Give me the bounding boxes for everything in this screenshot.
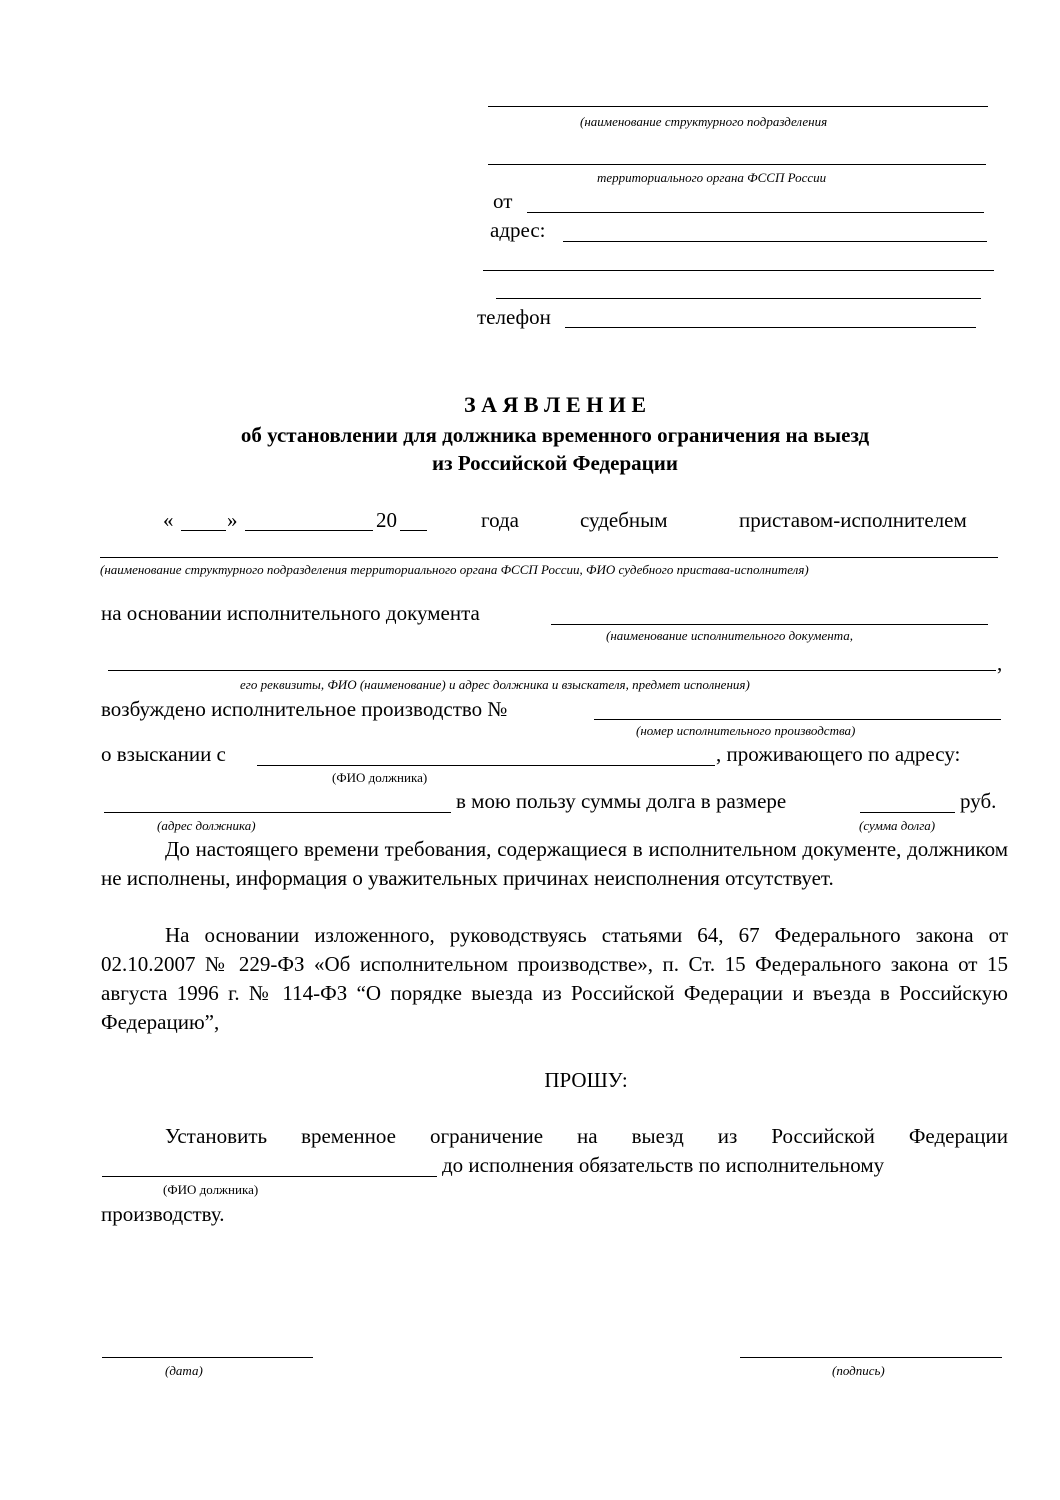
request-word: ПРОШУ: [544,1068,628,1092]
from-label: от [493,189,513,213]
caption-proceeding-number: (номер исполнительного производства) [636,723,856,738]
caption-bailiff: (наименование структурного подразделения территориального органа ФССП России, ФИО судебного пристава-исполнителя) [100,562,809,577]
date-field[interactable] [102,1357,313,1358]
territorial-line[interactable] [488,164,986,165]
caption-date: (дата) [165,1363,203,1378]
caption-debtor-name: (ФИО должника) [332,770,428,785]
division-line[interactable] [488,106,988,107]
residing-text: , проживающего по адресу: [716,742,961,766]
request-line3: производству. [101,1202,225,1226]
request-debtor-field[interactable] [102,1176,437,1177]
basis-text: на основании исполнительного документа [101,601,480,625]
date-day-field[interactable] [181,530,226,531]
currency-label: руб. [960,789,997,813]
caption-details: его реквизиты, ФИО (наименование) и адрес должника и взыскателя, предмет исполнения) [240,677,750,692]
details-comma: , [997,651,1003,675]
bailiff-word: приставом-исполнителем [739,508,967,532]
debt-amount-field[interactable] [860,812,955,813]
address-field[interactable] [563,241,987,242]
document-title: З А Я В Л Е Н И Е [463,392,647,417]
debtor-name-field[interactable] [257,765,715,766]
from-field[interactable] [527,212,984,213]
phone-field[interactable] [565,327,976,328]
recovery-text: о взыскании с [101,742,226,766]
paragraph-not-executed [101,835,1008,893]
paragraph-not-executed-text: До настоящего времени требования, содержащиеся в исполнительном документе, должником не исполнены, информация о уважительных причинах неисполнения отсутствует. [101,837,1008,890]
caption-territorial: территориального органа ФССП России [597,170,827,185]
caption-debtor-address: (адрес должника) [157,818,256,833]
by-word: судебным [580,508,668,532]
document-subtitle-line2: из Российской Федерации [432,451,678,475]
caption-debt-amount: (сумма долга) [859,818,936,833]
year-prefix: 20 [376,508,397,532]
caption-signature: (подпись) [832,1363,885,1378]
phone-label: телефон [477,305,551,329]
caption-division: (наименование структурного подразделения [580,114,828,129]
document-details-field[interactable] [108,670,996,671]
document-field[interactable] [551,624,988,625]
bailiff-field[interactable] [100,557,998,558]
favor-text: в мою пользу суммы долга в размере [456,789,787,813]
date-open-quote: « [163,508,174,532]
address-field-line2[interactable] [483,270,994,271]
year-word: года [481,508,519,532]
paragraph-legal-basis-text: На основании изложенного, руководствуясь статьями 64, 67 Федерального закона от 02.10.2007 № 229-ФЗ «Об исполнительном производстве», п. Ст. 15 Федерального закона от 15 августа 1996 г. № 114-ФЗ “О порядке выезда из Российской Федерации и въезда в Российскую Федерацию”, [101,923,1008,1034]
proceeding-number-field[interactable] [594,719,1001,720]
debtor-address-field[interactable] [104,812,451,813]
request-line2: до исполнения обязательств по исполнительному [442,1153,885,1177]
signature-field[interactable] [740,1357,1002,1358]
paragraph-legal-basis [101,921,1008,1037]
request-line1: Установить временное ограничение на выезд из Российской Федерации [165,1124,1008,1148]
date-year-field[interactable] [400,530,427,531]
address-field-line3[interactable] [496,298,981,299]
address-label: адрес: [490,218,546,242]
date-close-quote: » [227,508,238,532]
proceeding-text: возбуждено исполнительное производство № [101,697,508,721]
document-subtitle-line1: об установлении для должника временного ограничения на выезд [240,423,870,447]
caption-document: (наименование исполнительного документа, [606,628,853,643]
date-month-field[interactable] [245,530,373,531]
caption-request-debtor: (ФИО должника) [163,1182,259,1197]
